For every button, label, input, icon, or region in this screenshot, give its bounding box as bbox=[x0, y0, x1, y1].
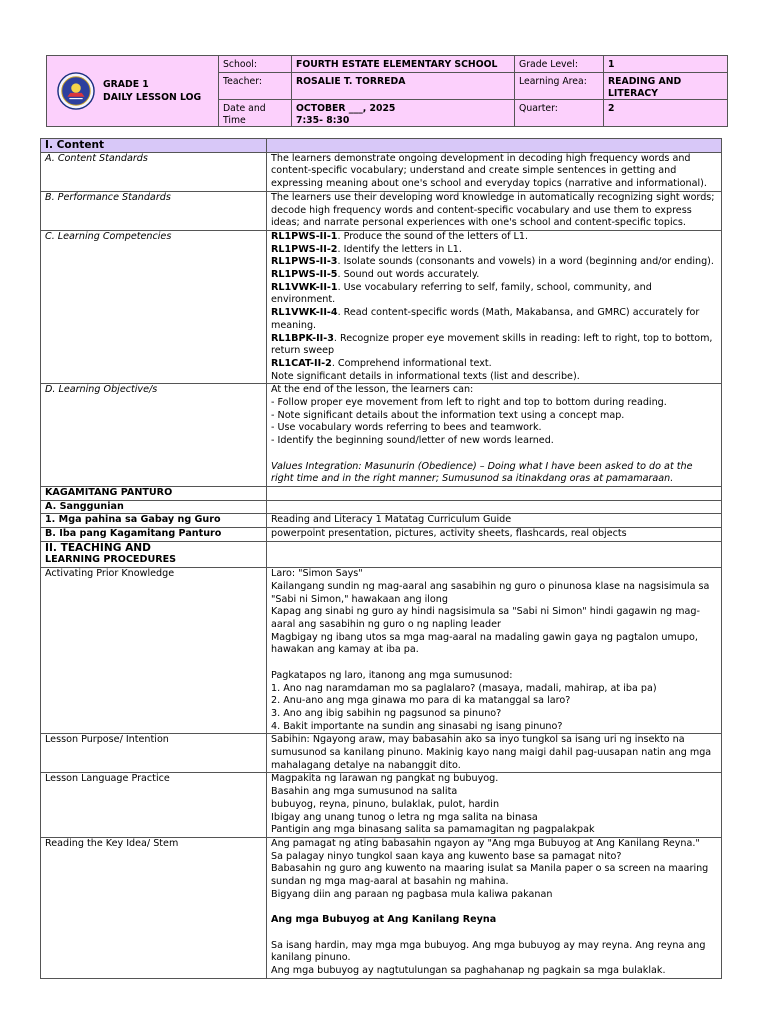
header-logo-cell bbox=[47, 56, 219, 127]
language-line: Ibigay ang unang tunog o letra ng mga salita na binasa bbox=[271, 811, 538, 823]
competency-text: . Read content-specific words (Math, Makabansa, and GMRC) accurately for meaning. bbox=[271, 307, 700, 331]
date-time-value bbox=[292, 100, 515, 127]
apk-line: Magbigay ng ibang utos sa mga mag-aaral na madaling gawin gaya ng pagtalon umupo, hawakan ang kamay at iba pa. bbox=[271, 631, 701, 656]
reading-line: Babasahin ng guro ang kuwento na maaring isulat sa Manila paper o sa screen na maaring sundan ng mga mag-aaral at basahin ng mahina. bbox=[271, 863, 709, 888]
competency-text: . Use vocabulary referring to self, family, school, community, and environment. bbox=[271, 281, 652, 306]
date-value: OCTOBER ___, 2025 bbox=[296, 103, 396, 114]
competency-item bbox=[271, 333, 717, 358]
story-line: Ang mga bubuyog ay nagtutulungan sa paghahanap ng pagkain sa mga bulaklak. bbox=[271, 964, 666, 976]
other-materials-label: B. Iba pang Kagamitang Panturo bbox=[41, 528, 267, 542]
apk-line: 4. Bakit importante na sundin ang sinasabi ng isang pinuno? bbox=[271, 720, 563, 732]
references-blank bbox=[267, 500, 722, 514]
competency-text: . Comprehend informational text. bbox=[331, 357, 492, 369]
language-practice-cell bbox=[267, 773, 722, 838]
objectives-label: D. Learning Objective/s bbox=[41, 384, 267, 487]
language-line: bubuyog, reyna, pinuno, bulaklak, pulot, hardin bbox=[271, 798, 500, 810]
reading-label: Reading the Key Idea/ Stem bbox=[41, 837, 267, 978]
apk-label: Activating Prior Knowledge bbox=[41, 568, 267, 734]
time-value: 7:35- 8:30 bbox=[296, 114, 350, 126]
apk-line: 3. Ano ang ibig sabihin ng pagsunod sa pinuno? bbox=[271, 707, 502, 719]
objective-item: - Note significant details about the information text using a concept map. bbox=[271, 409, 625, 421]
content-standards-label: A. Content Standards bbox=[41, 152, 267, 191]
competency-item bbox=[271, 358, 717, 371]
guide-pages-label: 1. Mga pahina sa Gabay ng Guro bbox=[41, 514, 267, 528]
competency-item bbox=[271, 269, 717, 282]
objective-item: - Follow proper eye movement from left to right and top to bottom during reading. bbox=[271, 397, 667, 409]
language-practice-label: Lesson Language Practice bbox=[41, 773, 267, 838]
competency-item bbox=[271, 307, 717, 332]
competency-item bbox=[271, 282, 717, 307]
competency-item bbox=[271, 231, 717, 244]
grade-level-label: Grade Level: bbox=[515, 56, 604, 73]
reading-cell bbox=[267, 837, 722, 978]
content-section-title: I. Content bbox=[41, 139, 267, 153]
competency-code: RL1VWK-II-1 bbox=[271, 281, 338, 293]
competency-text: . Sound out words accurately. bbox=[337, 269, 480, 281]
apk-line: Kailangang sundin ng mag-aaral ang sasabihin ng guro o pinunosa klase na nagsisimula sa "Sabi ni Simon," hawakaan ang ilong bbox=[271, 580, 713, 605]
competency-note: Note significant details in informational texts (list and describe). bbox=[271, 370, 580, 382]
competency-text: . Recognize proper eye movement skills in reading: left to right, top to bottom, return sweep bbox=[271, 332, 713, 357]
school-label: School: bbox=[219, 56, 292, 73]
reading-line: Bigyang diin ang paraan ng pagbasa mula kaliwa pakanan bbox=[271, 888, 553, 900]
deped-seal-icon bbox=[57, 72, 95, 110]
competencies-cell bbox=[267, 230, 722, 383]
grade-title: GRADE 1 bbox=[103, 79, 149, 90]
competency-code: RL1PWS-II-1 bbox=[271, 230, 338, 242]
guide-pages-text: Reading and Literacy 1 Matatag Curriculum Guide bbox=[267, 514, 722, 528]
competency-code: RL1PWS-II-3 bbox=[271, 256, 338, 268]
values-integration: Values Integration: Masunurin (Obedience) – Doing what I have been asked to do at the right time and in the right manner; Sumusunod sa itinakdang oras at pamamaraan. bbox=[271, 460, 693, 485]
story-line: Sa isang hardin, may mga mga bubuyog. Ang mga bubuyog ay may reyna. Ang reyna ang kanilang pinuno. bbox=[271, 939, 706, 964]
apk-line: 2. Anu-ano ang mga ginawa mo para di ka matanggal sa laro? bbox=[271, 695, 571, 707]
lesson-table bbox=[40, 138, 722, 979]
apk-line: Kapag ang sinabi ng guro ay hindi nagsisimula sa "Sabi ni Simon" hindi gagawin ng mag-aaral ang sasabihin ng guro o ng napling leader bbox=[271, 606, 700, 630]
competency-code: RL1BPK-II-3 bbox=[271, 332, 334, 344]
competency-code: RL1PWS-II-5 bbox=[271, 269, 338, 281]
school-value: FOURTH ESTATE ELEMENTARY SCHOOL bbox=[292, 56, 515, 73]
header-table bbox=[46, 55, 728, 127]
procedures-title: II. TEACHING AND bbox=[45, 541, 151, 554]
performance-standards-text: The learners use their developing word knowledge in automatically recognizing sight words; decode high frequency words and content-specific vocabulary and use them to express ideas; and narrate personal experiences with one's school and content-specific topics. bbox=[267, 191, 722, 230]
competency-code: RL1VWK-II-4 bbox=[271, 307, 338, 319]
competency-code: RL1CAT-II-2 bbox=[271, 357, 332, 369]
content-section-blank bbox=[267, 139, 722, 153]
teacher-value: ROSALIE T. TORREDA bbox=[292, 73, 515, 100]
apk-line: 1. Ano nag naramdaman mo sa paglalaro? (masaya, madali, mahirap, at iba pa) bbox=[271, 682, 657, 694]
objectives-intro: At the end of the lesson, the learners can: bbox=[271, 384, 474, 396]
language-line: Pantigin ang mga binasang salita sa pamamagitan ng pagpalakpak bbox=[271, 824, 595, 836]
content-standards-text: The learners demonstrate ongoing development in decoding high frequency words and content-specific vocabulary; understand and create simple sentences in getting and expressing meaning about one's school and everyday topics (narrative and informational). bbox=[267, 152, 722, 191]
other-materials-text: powerpoint presentation, pictures, activity sheets, flashcards, real objects bbox=[267, 528, 722, 542]
language-line: Magpakita ng larawan ng pangkat ng bubuyog. bbox=[271, 773, 499, 785]
procedures-subtitle: LEARNING PROCEDURES bbox=[45, 554, 177, 566]
procedures-title-cell bbox=[41, 541, 267, 567]
materials-blank bbox=[267, 486, 722, 500]
apk-line: Laro: "Simon Says" bbox=[271, 568, 363, 580]
objectives-cell bbox=[267, 384, 722, 487]
reading-line: Ang pamagat ng ating babasahin ngayon ay "Ang mga Bubuyog at Ang Kanilang Reyna." bbox=[271, 837, 700, 849]
competency-item bbox=[271, 256, 717, 269]
purpose-label: Lesson Purpose/ Intention bbox=[41, 734, 267, 773]
materials-title: KAGAMITANG PANTURO bbox=[41, 486, 267, 500]
learning-area-label: Learning Area: bbox=[515, 73, 604, 100]
reading-line: Sa palagay ninyo tungkol saan kaya ang kuwento base sa pamagat nito? bbox=[271, 850, 622, 862]
purpose-text: Sabihin: Ngayong araw, may babasahin ako sa inyo tungkol sa isang uri ng insekto na sumusunod sa kanilang pinuno. Makinig kayo nang maigi dahil pag-uusapan natin ang mga mahalagang detalye na nabanggit dito. bbox=[267, 734, 722, 773]
date-label: Date and Time bbox=[219, 100, 292, 127]
procedures-blank bbox=[267, 541, 722, 567]
competency-text: . Identify the letters in L1. bbox=[337, 243, 462, 255]
competency-code: RL1PWS-II-2 bbox=[271, 243, 338, 255]
story-title: Ang mga Bubuyog at Ang Kanilang Reyna bbox=[271, 914, 497, 926]
log-title: DAILY LESSON LOG bbox=[103, 92, 202, 103]
apk-cell bbox=[267, 568, 722, 734]
objective-item: - Identify the beginning sound/letter of new words learned. bbox=[271, 435, 554, 447]
grade-level-value: 1 bbox=[604, 56, 728, 73]
quarter-label: Quarter: bbox=[515, 100, 604, 127]
language-line: Basahin ang mga sumusunod na salita bbox=[271, 786, 458, 798]
competency-text: . Produce the sound of the letters of L1. bbox=[337, 230, 529, 242]
apk-line: Pagkatapos ng laro, itanong ang mga sumusunod: bbox=[271, 669, 513, 681]
competencies-label: C. Learning Competencies bbox=[41, 230, 267, 383]
references-label: A. Sanggunian bbox=[41, 500, 267, 514]
learning-area-value: READING AND LITERACY bbox=[604, 73, 728, 100]
objective-item: - Use vocabulary words referring to bees and teamwork. bbox=[271, 422, 542, 434]
teacher-label: Teacher: bbox=[219, 73, 292, 100]
performance-standards-label: B. Performance Standards bbox=[41, 191, 267, 230]
competency-text: . Isolate sounds (consonants and vowels) in a word (beginning and/or ending). bbox=[337, 256, 714, 268]
competency-item bbox=[271, 244, 717, 257]
quarter-value: 2 bbox=[604, 100, 728, 127]
